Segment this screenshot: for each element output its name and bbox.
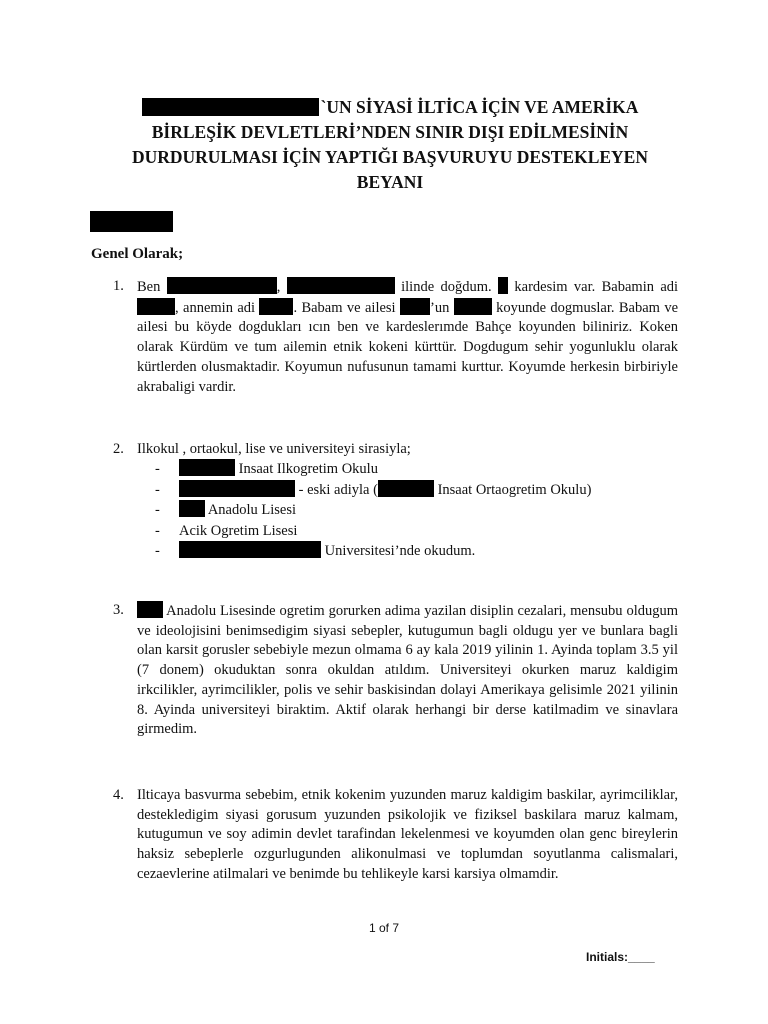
initials-field: Initials:____ [586, 950, 655, 964]
title-line-3: DURDURULMASI İÇİN YAPTIĞI BAŞVURUYU DESTEKLEYEN [131, 147, 648, 167]
paragraph-3 [113, 601, 678, 740]
redacted-birthplace [167, 277, 277, 294]
paragraph-1 [113, 277, 678, 397]
redacted-school [179, 480, 295, 497]
redacted-village [454, 298, 492, 315]
redacted-school [137, 601, 163, 618]
title-line-1-text: `UN SİYASİ İLTİCA İÇİN VE AMERİKA [320, 97, 639, 117]
list-item: - - eski adiyla ( Insaat Ortaogretim Okulu) [155, 481, 592, 498]
paragraph-number: 1. [113, 278, 124, 294]
paragraph-1-text: Ben , ilinde doğdum. kardesim var. Babamin adi , annemin adi . Babam ve ailesi ’un koyunde dogmuslar. Babam ve ailesi bu köyde dogdukları ıcın ben ve kardeslerımde Bahçe koyunden biliniriz. Koken olarak Kürdüm ve tum ailemin etnik kokeni kürttür. Dogdugum sehir yogunluklu olarak kürtlerden olusmaktadir. Koyumun nufusunun tamami kurttur. Koyumde herkesin birbiriyle akrabaligi vardir. [137, 279, 679, 395]
redacted-province [287, 277, 395, 294]
list-item: - Insaat Ilkogretim Okulu [155, 461, 378, 477]
list-item: - Anadolu Lisesi [155, 502, 297, 518]
redacted-school [378, 480, 434, 497]
redacted-name [142, 98, 319, 116]
redacted-sibling-count [498, 277, 508, 294]
redacted-mother-name [259, 298, 293, 315]
redacted-school [179, 459, 235, 476]
section-heading: Genel Olarak; [91, 246, 184, 262]
page-number: 1 of 7 [368, 921, 400, 935]
redacted-school [179, 500, 205, 517]
paragraph-number: 3. [113, 602, 124, 618]
paragraph-number: 2. [113, 441, 124, 457]
document-title [100, 95, 680, 195]
paragraph-4 [113, 786, 678, 885]
paragraph-4-text: Ilticaya basvurma sebebim, etnik kokenim yuzunden maruz kaldigim baskilar, ayrimciliklar, destekledigim siyasi gorusum yuzunden psikolojik ve fiziksel baskilara maruz kalmam, kutugumun ve soy adimin devlet tarafindan lekelenmesi ve koyumden olan genc bireylerin haksiz sebeplerle ozgurlugunden alikonulmasi ve toplumdan soyutlanma calismalari, cezaevlerine atilmalari ve benimde bu tehlikeyle karsi karsiya olmamdir. [137, 787, 678, 882]
title-line-1 [100, 95, 680, 120]
paragraph-2-text: Ilkokul , ortaokul, lise ve universiteyi sirasiyla; [137, 441, 411, 457]
title-line-4: BEYANI [356, 172, 424, 192]
title-line-2: BİRLEŞİK DEVLETLERİ’NDEN SINIR DIŞI EDİLMESİNİN [151, 122, 629, 142]
paragraph-3-text: Anadolu Lisesinde ogretim gorurken adima yazilan disiplin cezalari, mensubu oldugum ve ideolojisini benimsedigim siyasi sebepler, kutugumun bagli oldugu yer ve bunlara bagli olan karsit gorusler sebebiyle mezun olmama 6 ay kala 2019 yilinin 1. Ayinda toplam 3.5 yil (7 donem) okuduktan sonra okuldan atıldım. Universiteyi okurken maruz kaldigim irkcilikler, ayrimcilikler, polis ve sehir baskisindan dolayi Amerikaya gelisimle 2021 yilinin 8. Ayinda universiteyi biraktim. Aktif olarak herhangi bir derse katilmadim ve sinavlara girmedim. [137, 603, 679, 738]
redacted-place [400, 298, 430, 315]
redacted-university [179, 541, 321, 558]
school-list [155, 459, 591, 562]
paragraph-number: 4. [113, 787, 124, 803]
redacted-name-block [90, 211, 173, 232]
list-item: - Acik Ogretim Lisesi [155, 522, 298, 539]
list-item: - Universitesi’nde okudum. [155, 543, 476, 559]
redacted-father-name [137, 298, 175, 315]
paragraph-2 [113, 440, 678, 460]
